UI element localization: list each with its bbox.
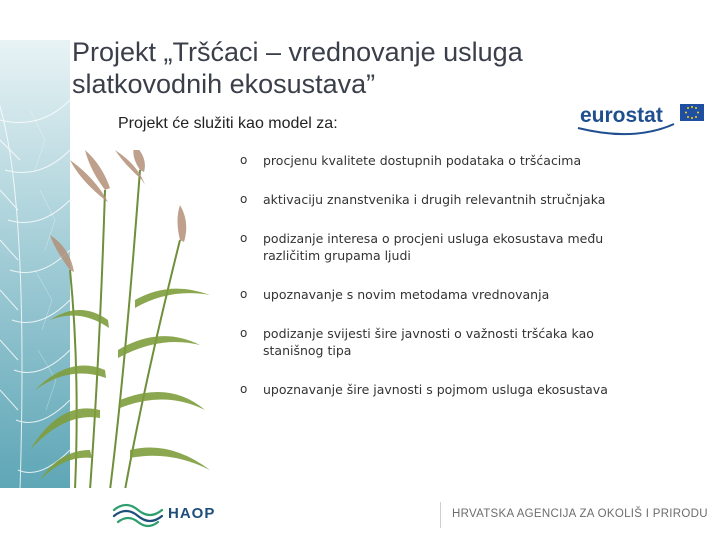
title-line-1: Projekt „Tršćaci – vrednovanje usluga [72,37,523,67]
agency-name: HRVATSKA AGENCIJA ZA OKOLIŠ I PRIRODU [452,508,708,520]
bullet-item [240,230,700,264]
bullet-item [240,152,700,169]
title-line-2: slatkovodnih ekosustava” [72,69,376,99]
bullet-text-continued: različitim grupama ljudi [263,248,411,263]
bullet-item [240,286,700,303]
reed-plant-illustration [30,150,230,490]
bullet-item [240,381,700,398]
haop-logo-text: HAOP [168,505,216,522]
bullet-marker: o [240,382,248,396]
bullet-marker: o [240,192,248,206]
bullet-text: upoznavanje šire javnosti s pojmom usluga ekosustava [263,382,608,397]
bullet-marker: o [240,231,248,245]
bullet-marker: o [240,326,248,340]
bullet-text: podizanje interesa o procjeni usluga ekosustava među [263,231,604,246]
bullet-text: aktivaciju znanstvenika i drugih relevantnih stručnjaka [263,192,606,207]
bullet-item [240,191,700,208]
bullet-text: procjenu kvalitete dostupnih podataka o tršćacima [263,153,582,168]
eurostat-logo [574,98,706,136]
footer-divider [440,502,441,528]
slide-subtitle: Projekt će služiti kao model za: [118,115,338,132]
bullet-list [240,145,700,398]
bullet-marker: o [240,153,248,167]
bullet-marker: o [240,287,248,301]
bullet-text: upoznavanje s novim metodama vrednovanja [263,287,550,302]
bullet-text-continued: stanišnog tipa [263,343,352,358]
slide-title [72,36,672,100]
eurostat-logo-text: eurostat [580,104,663,127]
bullet-item [240,325,700,359]
bullet-text: podizanje svijesti šire javnosti o važnosti tršćaka kao [263,326,594,341]
